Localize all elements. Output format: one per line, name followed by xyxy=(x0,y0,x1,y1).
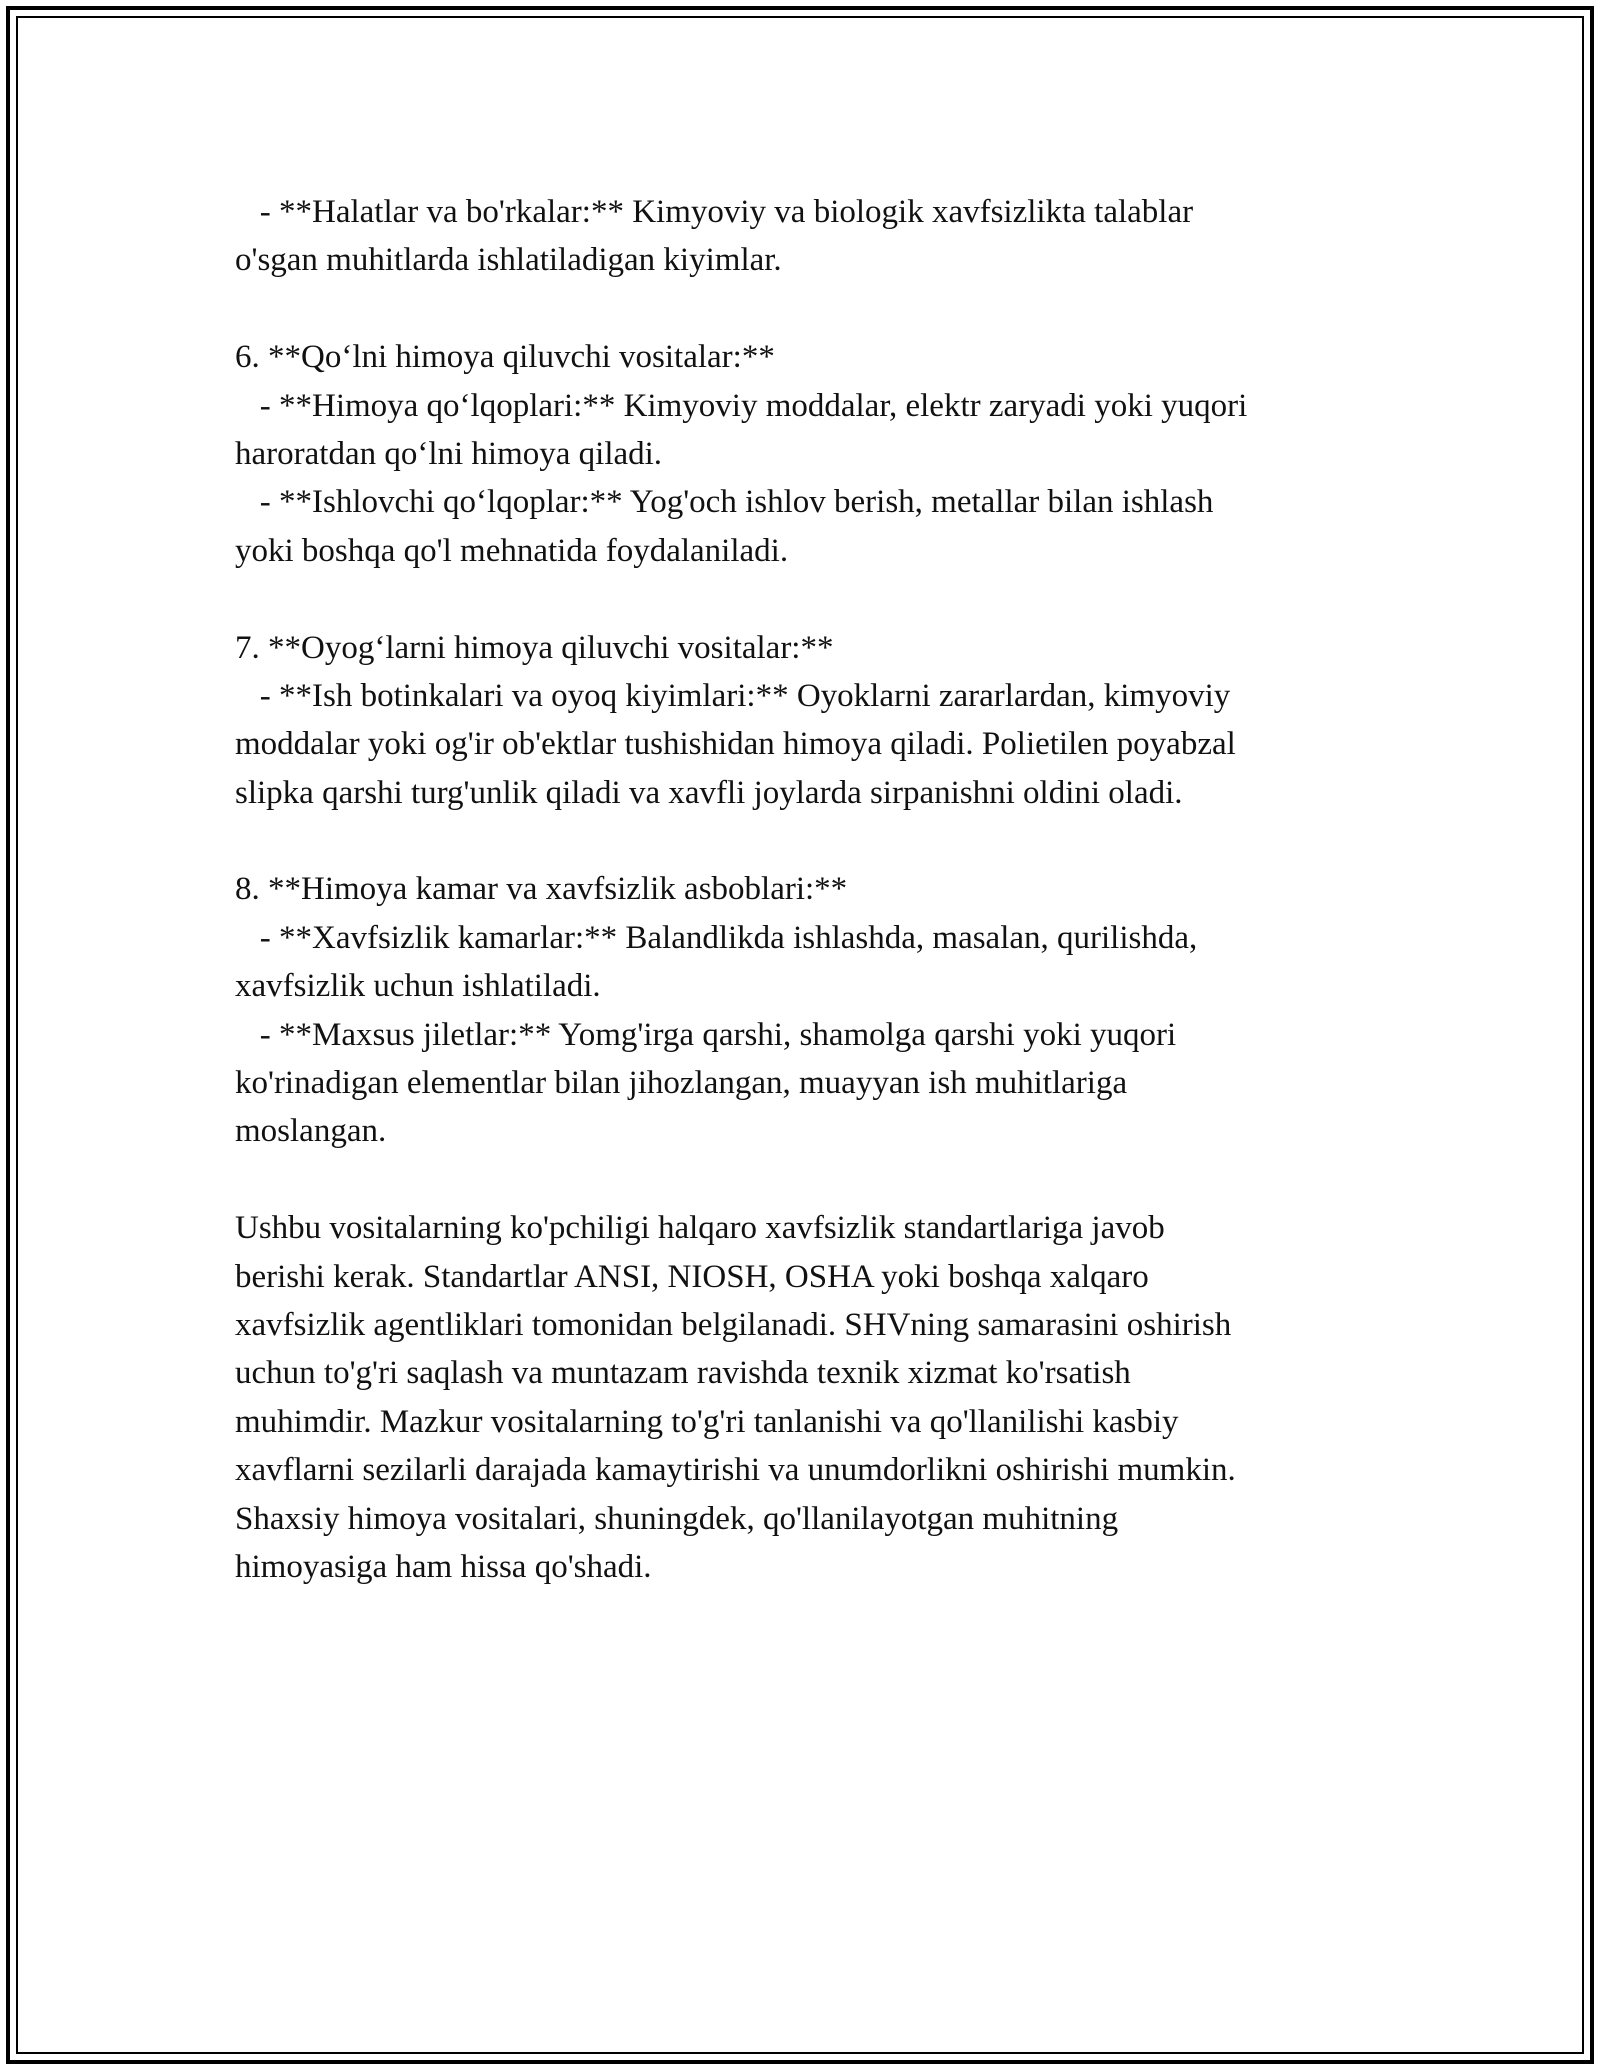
text-line: Ushbu vositalarning ko'pchiligi halqaro xavfsizlik standartlariga javob xyxy=(235,1210,1165,1247)
blank-line xyxy=(235,1156,1370,1204)
text-line: haroratdan qo‘lni himoya qiladi. xyxy=(235,435,663,472)
section-heading: 7. **Oyog‘larni himoya qiluvchi vositalar:** xyxy=(235,629,834,666)
text-line: moddalar yoki og'ir ob'ektlar tushishidan himoya qiladi. Polietilen poyabzal xyxy=(235,726,1236,763)
document-body xyxy=(235,188,1370,1591)
text-line: muhimdir. Mazkur vositalarning to'g'ri tanlanishi va qo'llanilishi kasbiy xyxy=(235,1403,1179,1440)
text-line: - **Ishlovchi qo‘lqoplar:** Yog'och ishlov berish, metallar bilan ishlash xyxy=(235,484,1214,521)
text-line: uchun to'g'ri saqlash va muntazam ravishda texnik xizmat ko'rsatish xyxy=(235,1355,1131,1392)
text-line: berishi kerak. Standartlar ANSI, NIOSH, OSHA yoki boshqa xalqaro xyxy=(235,1258,1149,1295)
section-heading: 8. **Himoya kamar va xavfsizlik asboblari:** xyxy=(235,871,848,908)
text-line: yoki boshqa qo'l mehnatida foydalaniladi. xyxy=(235,532,789,569)
blank-line xyxy=(235,285,1370,333)
blank-line xyxy=(235,817,1370,865)
text-line: xavfsizlik agentliklari tomonidan belgilanadi. SHVning samarasini oshirish xyxy=(235,1306,1232,1343)
text-line: - **Xavfsizlik kamarlar:** Balandlikda ishlashda, masalan, qurilishda, xyxy=(235,919,1198,956)
section-heading: 6. **Qo‘lni himoya qiluvchi vositalar:** xyxy=(235,339,775,376)
blank-line xyxy=(235,575,1370,623)
text-line: ko'rinadigan elementlar bilan jihozlangan, muayyan ish muhitlariga xyxy=(235,1065,1128,1102)
text-line: - **Halatlar va bo'rkalar:** Kimyoviy va biologik xavfsizlikta talablar xyxy=(235,194,1194,230)
text-line: xavflarni sezilarli darajada kamaytirishi va unumdorlikni oshirishi mumkin. xyxy=(235,1452,1236,1489)
text-line: slipka qarshi turg'unlik qiladi va xavfli joylarda sirpanishni oldini oladi. xyxy=(235,774,1183,811)
text-line: - **Himoya qo‘lqoplari:** Kimyoviy moddalar, elektr zaryadi yoki yuqori xyxy=(235,387,1248,424)
text-line: o'sgan muhitlarda ishlatiladigan kiyimlar. xyxy=(235,242,782,279)
text-line: xavfsizlik uchun ishlatiladi. xyxy=(235,968,601,1005)
text-line: - **Ish botinkalari va oyoq kiyimlari:** Oyoklarni zararlardan, kimyoviy xyxy=(235,677,1231,714)
text-line: himoyasiga ham hissa qo'shadi. xyxy=(235,1548,652,1585)
text-line: - **Maxsus jiletlar:** Yomg'irga qarshi, shamolga qarshi yoki yuqori xyxy=(235,1016,1177,1053)
text-line: moslangan. xyxy=(235,1113,387,1150)
text-line: Shaxsiy himoya vositalari, shuningdek, qo'llanilayotgan muhitning xyxy=(235,1500,1119,1537)
